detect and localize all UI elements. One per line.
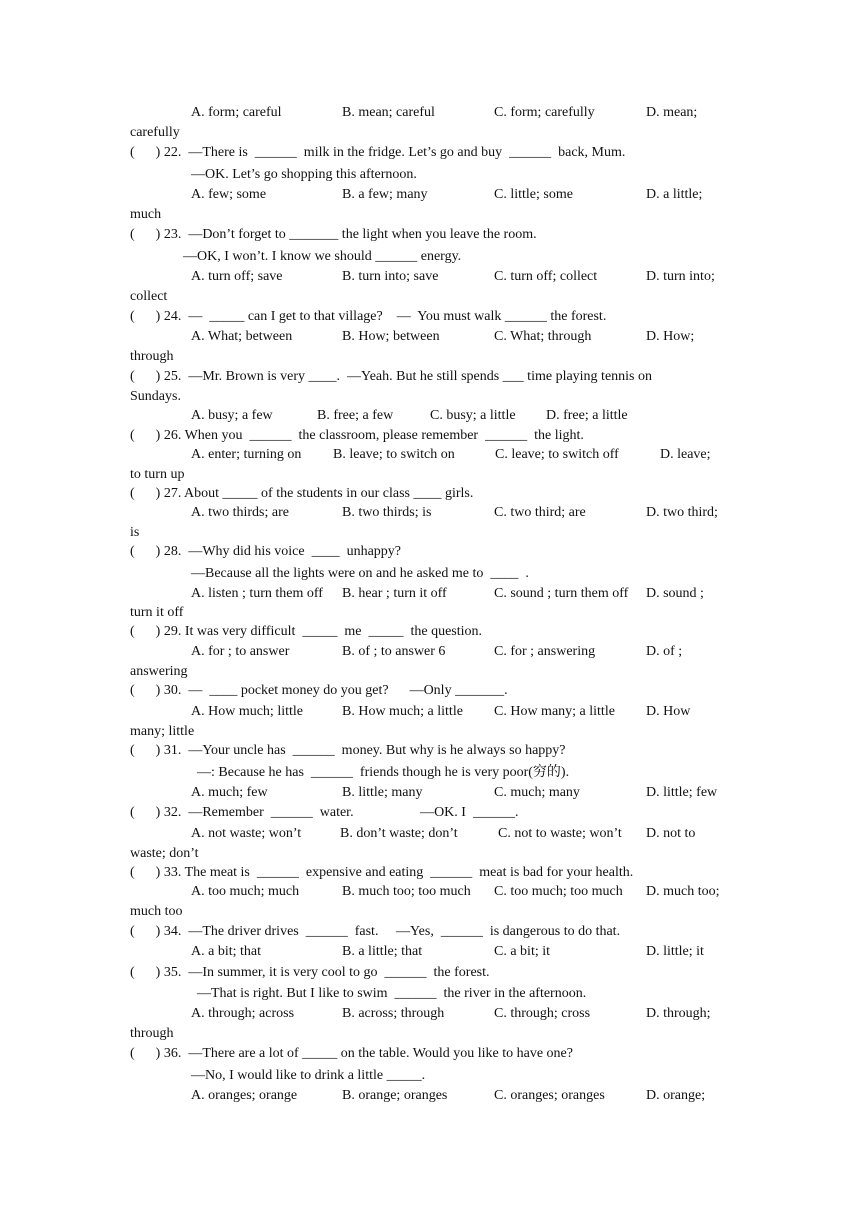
answer-option: D. of ; — [646, 644, 683, 659]
question-line: ( ) 32. —Remember ______ water. —OK. I ______. — [130, 805, 519, 820]
answer-option: A. through; across — [191, 1006, 295, 1021]
question-line: ( ) 27. About _____ of the students in our class ____ girls. — [130, 486, 474, 501]
wrapped-text: much too — [130, 904, 183, 919]
question-line: ( ) 36. —There are a lot of _____ on the table. Would you like to have one? — [130, 1046, 573, 1061]
answer-option: A. form; careful — [191, 105, 282, 120]
answer-option: D. mean; — [646, 105, 698, 120]
question-line: ( ) 24. — _____ can I get to that village? — You must walk ______ the forest. — [130, 309, 607, 324]
answer-option: D. orange; — [646, 1088, 706, 1103]
answer-option: A. for ; to answer — [191, 644, 290, 659]
wrapped-text: much — [130, 207, 162, 222]
dialogue-line: —Because all the lights were on and he asked me to ____ . — [191, 566, 529, 581]
answer-option: A. How much; little — [191, 704, 303, 719]
answer-option: A. two thirds; are — [191, 505, 289, 520]
dialogue-line: —: Because he has ______ friends though he is very poor(穷的). — [197, 765, 570, 780]
answer-option: C. oranges; oranges — [494, 1088, 605, 1103]
answer-option: C. little; some — [494, 187, 573, 202]
answer-option: B. of ; to answer 6 — [342, 644, 446, 659]
dialogue-line: —No, I would like to drink a little _____. — [191, 1068, 426, 1083]
wrapped-text: through — [130, 1026, 174, 1041]
answer-option: A. few; some — [191, 187, 267, 202]
dialogue-line: —That is right. But I like to swim ______ the river in the afternoon. — [197, 986, 587, 1001]
question-line: ( ) 30. — ____ pocket money do you get? —Only _______. — [130, 683, 508, 698]
answer-option: B. much too; too much — [342, 884, 471, 899]
answer-option: B. across; through — [342, 1006, 445, 1021]
answer-option: C. How many; a little — [494, 704, 615, 719]
answer-option: A. turn off; save — [191, 269, 283, 284]
answer-option: B. orange; oranges — [342, 1088, 448, 1103]
answer-option: B. hear ; turn it off — [342, 586, 447, 601]
answer-option: D. a little; — [646, 187, 703, 202]
wrapped-text: is — [130, 525, 140, 540]
question-line: ( ) 28. —Why did his voice ____ unhappy? — [130, 544, 402, 559]
question-line: ( ) 23. —Don’t forget to _______ the light when you leave the room. — [130, 227, 537, 242]
answer-option: A. too much; much — [191, 884, 300, 899]
answer-option: C. What; through — [494, 329, 592, 344]
answer-option: A. What; between — [191, 329, 293, 344]
answer-option: B. leave; to switch on — [333, 447, 455, 462]
answer-option: D. little; few — [646, 785, 718, 800]
answer-option: D. much too; — [646, 884, 720, 899]
answer-option: C. a bit; it — [494, 944, 550, 959]
question-line: ( ) 35. —In summer, it is very cool to go ______ the forest. — [130, 965, 490, 980]
answer-option: B. How; between — [342, 329, 440, 344]
wrapped-text: answering — [130, 664, 188, 679]
answer-option: C. too much; too much — [494, 884, 623, 899]
answer-option: C. turn off; collect — [494, 269, 598, 284]
wrapped-text: many; little — [130, 724, 195, 739]
dialogue-line: —OK, I won’t. I know we should ______ energy. — [183, 249, 462, 264]
question-line: ( ) 26. When you ______ the classroom, please remember ______ the light. — [130, 428, 584, 443]
answer-option: D. not to — [646, 826, 696, 841]
answer-option: B. a few; many — [342, 187, 428, 202]
wrapped-text: carefully — [130, 125, 180, 140]
answer-option: B. don’t waste; don’t — [340, 826, 458, 841]
answer-option: C. two third; are — [494, 505, 586, 520]
answer-option: D. through; — [646, 1006, 711, 1021]
answer-option: D. two third; — [646, 505, 718, 520]
answer-option: C. leave; to switch off — [495, 447, 619, 462]
answer-option: B. turn into; save — [342, 269, 439, 284]
answer-option: A. not waste; won’t — [191, 826, 302, 841]
answer-option: A. much; few — [191, 785, 268, 800]
answer-option: C. for ; answering — [494, 644, 596, 659]
answer-option: B. a little; that — [342, 944, 423, 959]
answer-option: D. leave; — [660, 447, 711, 462]
question-line: ( ) 29. It was very difficult _____ me _____ the question. — [130, 624, 483, 639]
answer-option: D. How — [646, 704, 691, 719]
wrapped-text: through — [130, 349, 174, 364]
answer-option: B. How much; a little — [342, 704, 463, 719]
answer-option: C. not to waste; won’t — [498, 826, 622, 841]
question-line: ( ) 31. —Your uncle has ______ money. But why is he always so happy? — [130, 743, 566, 758]
answer-option: A. listen ; turn them off — [191, 586, 323, 601]
answer-option: A. oranges; orange — [191, 1088, 298, 1103]
question-line: ( ) 33. The meat is ______ expensive and eating ______ meat is bad for your health. — [130, 865, 634, 880]
wrapped-text: collect — [130, 289, 168, 304]
question-line: ( ) 22. —There is ______ milk in the fridge. Let’s go and buy ______ back, Mum. — [130, 145, 626, 160]
question-line: ( ) 34. —The driver drives ______ fast. —Yes, ______ is dangerous to do that. — [130, 924, 621, 939]
answer-option: B. little; many — [342, 785, 423, 800]
answer-option: C. much; many — [494, 785, 580, 800]
answer-option: C. form; carefully — [494, 105, 595, 120]
answer-option: C. sound ; turn them off — [494, 586, 629, 601]
question-line: ( ) 25. —Mr. Brown is very ____. —Yeah. But he still spends ___ time playing tennis on — [130, 369, 652, 384]
answer-option: A. a bit; that — [191, 944, 261, 959]
answer-option: A. enter; turning on — [191, 447, 302, 462]
answer-option: C. busy; a little — [430, 408, 516, 423]
wrapped-text: turn it off — [130, 605, 184, 620]
answer-option: B. mean; careful — [342, 105, 435, 120]
answer-option: D. turn into; — [646, 269, 715, 284]
wrapped-text: to turn up — [130, 467, 185, 482]
wrapped-text: waste; don’t — [130, 846, 199, 861]
answer-option: B. two thirds; is — [342, 505, 432, 520]
answer-option: A. busy; a few — [191, 408, 273, 423]
dialogue-line: —OK. Let’s go shopping this afternoon. — [191, 167, 417, 182]
answer-option: D. little; it — [646, 944, 704, 959]
answer-option: D. free; a little — [546, 408, 628, 423]
answer-option: D. How; — [646, 329, 695, 344]
wrapped-text: Sundays. — [130, 389, 181, 404]
answer-option: D. sound ; — [646, 586, 704, 601]
answer-option: C. through; cross — [494, 1006, 591, 1021]
answer-option: B. free; a few — [317, 408, 394, 423]
